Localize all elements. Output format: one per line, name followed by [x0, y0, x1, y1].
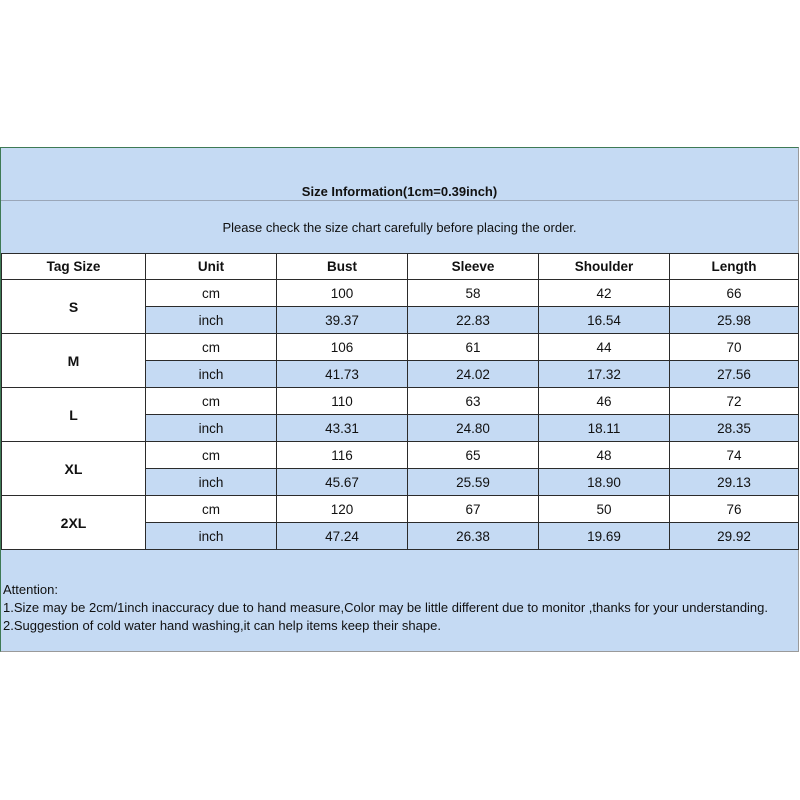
- bust-cell: 120: [277, 496, 408, 523]
- shoulder-cell: 16.54: [539, 307, 670, 334]
- shoulder-cell: 46: [539, 388, 670, 415]
- size-info-title: Size Information(1cm=0.39inch): [301, 184, 498, 199]
- shoulder-cell: 18.90: [539, 469, 670, 496]
- bust-cell: 45.67: [277, 469, 408, 496]
- bust-cell: 43.31: [277, 415, 408, 442]
- unit-cell: inch: [146, 307, 277, 334]
- header-sleeve: Sleeve: [408, 254, 539, 280]
- sleeve-cell: 63: [408, 388, 539, 415]
- header-bust: Bust: [277, 254, 408, 280]
- sleeve-cell: 61: [408, 334, 539, 361]
- bust-cell: 100: [277, 280, 408, 307]
- attention-heading: Attention:: [3, 582, 58, 597]
- table-row: [2, 442, 799, 469]
- sleeve-cell: 25.59: [408, 469, 539, 496]
- length-cell: 72: [670, 388, 799, 415]
- tag-size-cell: 2XL: [2, 496, 146, 550]
- table-row: [2, 388, 799, 415]
- attention-line-2: 2.Suggestion of cold water hand washing,it can help items keep their shape.: [3, 618, 441, 633]
- shoulder-cell: 48: [539, 442, 670, 469]
- order-notice: Please check the size chart carefully before placing the order.: [222, 220, 577, 235]
- length-cell: 76: [670, 496, 799, 523]
- sleeve-cell: 24.80: [408, 415, 539, 442]
- sleeve-cell: 65: [408, 442, 539, 469]
- length-cell: 29.13: [670, 469, 799, 496]
- length-cell: 29.92: [670, 523, 799, 550]
- sleeve-cell: 26.38: [408, 523, 539, 550]
- shoulder-cell: 19.69: [539, 523, 670, 550]
- attention-notes: [3, 581, 793, 635]
- unit-cell: inch: [146, 361, 277, 388]
- header-unit: Unit: [146, 254, 277, 280]
- bust-cell: 41.73: [277, 361, 408, 388]
- size-chart: [0, 147, 799, 652]
- table-row: [2, 280, 799, 307]
- bust-cell: 106: [277, 334, 408, 361]
- unit-cell: cm: [146, 442, 277, 469]
- unit-cell: cm: [146, 280, 277, 307]
- sleeve-cell: 24.02: [408, 361, 539, 388]
- bust-cell: 110: [277, 388, 408, 415]
- unit-cell: cm: [146, 334, 277, 361]
- shoulder-cell: 17.32: [539, 361, 670, 388]
- tag-size-cell: XL: [2, 442, 146, 496]
- length-cell: 74: [670, 442, 799, 469]
- unit-cell: inch: [146, 523, 277, 550]
- title-row: [1, 148, 798, 201]
- notice-row: [1, 201, 798, 253]
- bust-cell: 39.37: [277, 307, 408, 334]
- header-length: Length: [670, 254, 799, 280]
- length-cell: 27.56: [670, 361, 799, 388]
- tag-size-cell: S: [2, 280, 146, 334]
- sleeve-cell: 67: [408, 496, 539, 523]
- unit-cell: inch: [146, 469, 277, 496]
- sleeve-cell: 58: [408, 280, 539, 307]
- table-row: [2, 334, 799, 361]
- shoulder-cell: 42: [539, 280, 670, 307]
- unit-cell: cm: [146, 496, 277, 523]
- length-cell: 28.35: [670, 415, 799, 442]
- size-table: [1, 253, 799, 550]
- bust-cell: 116: [277, 442, 408, 469]
- shoulder-cell: 18.11: [539, 415, 670, 442]
- shoulder-cell: 44: [539, 334, 670, 361]
- unit-cell: cm: [146, 388, 277, 415]
- shoulder-cell: 50: [539, 496, 670, 523]
- tag-size-cell: M: [2, 334, 146, 388]
- length-cell: 25.98: [670, 307, 799, 334]
- unit-cell: inch: [146, 415, 277, 442]
- header-shoulder: Shoulder: [539, 254, 670, 280]
- bust-cell: 47.24: [277, 523, 408, 550]
- table-header-row: [2, 254, 799, 280]
- tag-size-cell: L: [2, 388, 146, 442]
- length-cell: 70: [670, 334, 799, 361]
- header-tag-size: Tag Size: [2, 254, 146, 280]
- sleeve-cell: 22.83: [408, 307, 539, 334]
- table-row: [2, 496, 799, 523]
- attention-line-1: 1.Size may be 2cm/1inch inaccuracy due to hand measure,Color may be little different due to monitor ,thanks for your understanding.: [3, 600, 769, 615]
- length-cell: 66: [670, 280, 799, 307]
